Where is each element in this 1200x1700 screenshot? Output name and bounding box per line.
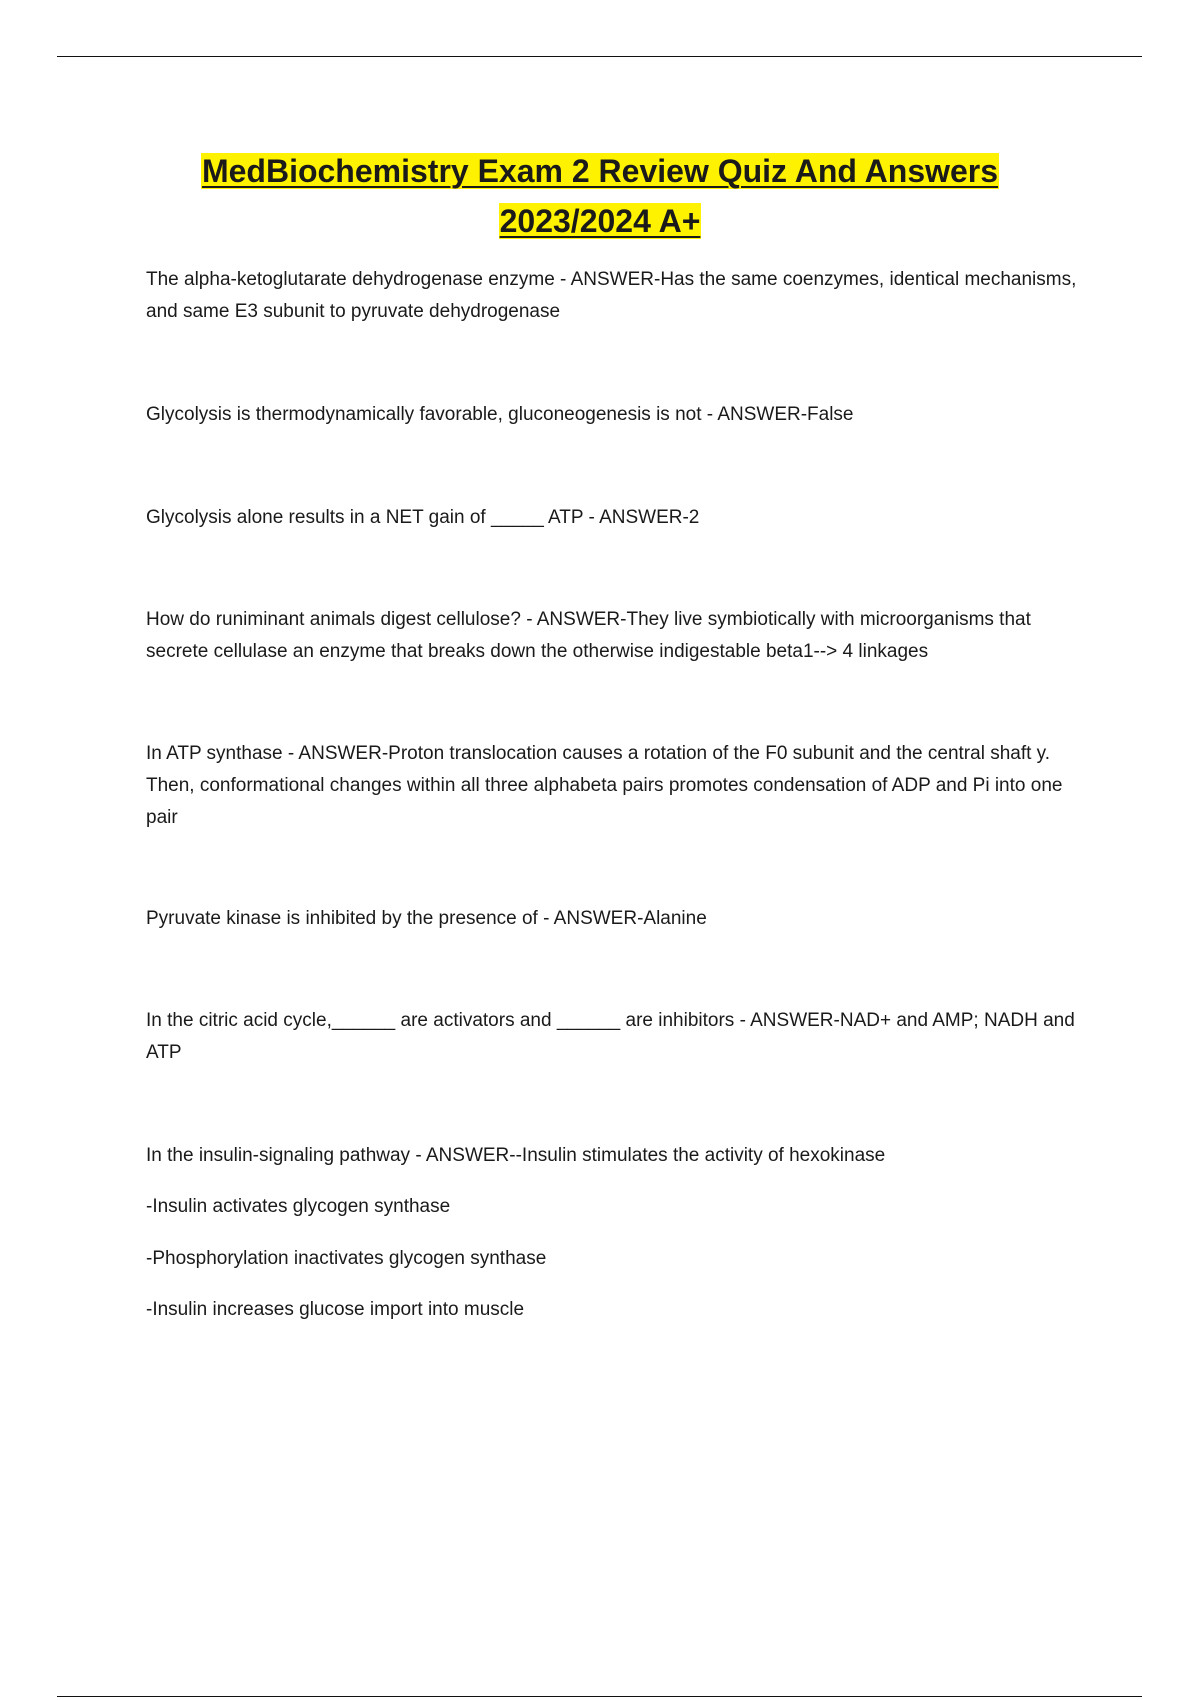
insulin-subpoint: -Phosphorylation inactivates glycogen synthase: [146, 1248, 547, 1269]
insulin-subpoint: -Insulin activates glycogen synthase: [146, 1196, 451, 1217]
header-rule: [57, 56, 1142, 57]
qa-item: Pyruvate kinase is inhibited by the presence of - ANSWER-Alanine: [146, 908, 707, 929]
title-line-2: 2023/2024 A+: [499, 203, 701, 239]
footer-rule: [57, 1696, 1142, 1697]
qa-item: In ATP synthase - ANSWER-Proton translocation causes a rotation of the F0 subunit and the central shaft y. Then, conformational changes within all three alphabeta pairs promotes condensation of ADP and Pi into one pair: [146, 743, 1063, 828]
qa-item: Glycolysis alone results in a NET gain of _____ ATP - ANSWER-2: [146, 507, 700, 528]
insulin-subpoint: -Insulin increases glucose import into muscle: [146, 1299, 525, 1320]
title-line-1: MedBiochemistry Exam 2 Review Quiz And Answers: [201, 153, 999, 189]
qa-item: In the insulin-signaling pathway - ANSWER--Insulin stimulates the activity of hexokinase: [146, 1145, 886, 1166]
qa-item: How do runiminant animals digest cellulose? - ANSWER-They live symbiotically with microorganisms that secrete cellulase an enzyme that breaks down the otherwise indigestable beta1--> 4 linkages: [146, 609, 1031, 662]
document-title: [0, 146, 1200, 246]
qa-item: The alpha-ketoglutarate dehydrogenase enzyme - ANSWER-Has the same coenzymes, identical mechanisms, and same E3 subunit to pyruvate dehydrogenase: [146, 269, 1077, 322]
qa-item: In the citric acid cycle,______ are activators and ______ are inhibitors - ANSWER-NAD+ and AMP; NADH and ATP: [146, 1010, 1075, 1063]
qa-item: Glycolysis is thermodynamically favorable, gluconeogenesis is not - ANSWER-False: [146, 404, 854, 425]
